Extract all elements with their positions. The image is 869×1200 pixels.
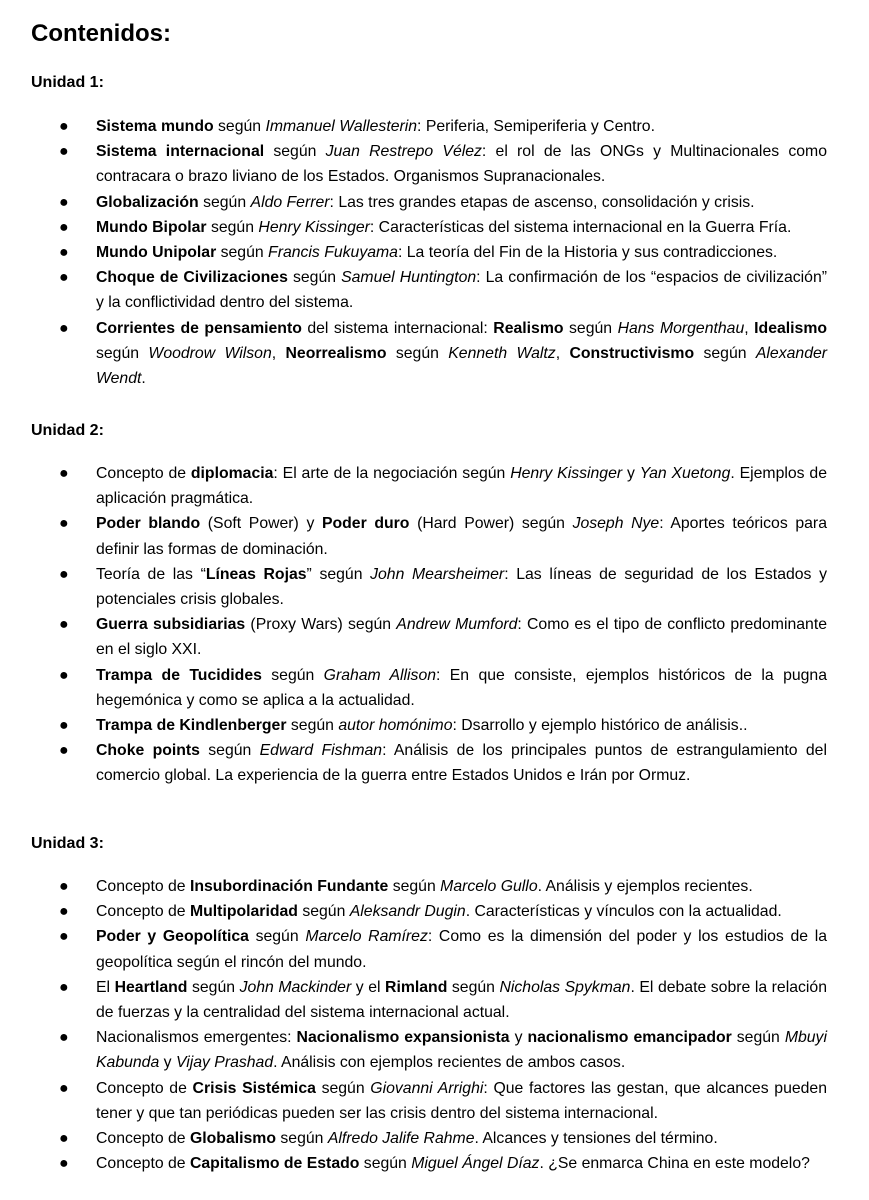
item-text: : El arte de la negociación según [273,465,511,482]
term: Crisis Sistémica [192,1079,316,1097]
list-item [0,114,869,139]
item-text: Concepto de [96,465,191,482]
list-item [0,511,869,561]
unit-1-list [0,114,869,391]
item-text: según [96,344,149,362]
author: Graham Allison [323,666,437,684]
author: Woodrow Wilson [148,344,272,362]
item-text: . ¿Se enmarca China en este modelo? [539,1155,810,1173]
item-text: , [744,319,755,337]
item-text: : Análisis de los principales puntos de estrangulamiento del comercio global. La experiencia de la guerra entre Estados Unidos e Irán por Ormuz. [96,742,827,785]
author: autor homónimo [338,717,453,735]
bullet-icon: ● [59,143,69,161]
bullet-icon: ● [59,742,69,760]
term: Realismo [493,319,564,337]
author: Vijay Prashad [175,1054,274,1072]
list-item [0,215,869,240]
item-text: El [96,978,115,996]
term: Choke points [96,742,200,760]
item-text: según [206,218,259,236]
item-text: según [297,903,350,921]
term: Idealismo [754,319,828,337]
list-item [0,663,869,713]
item-text: Concepto de [96,903,190,921]
author: Giovanni Arrighi [370,1079,484,1097]
item-text: según [386,344,449,362]
item-text: según [287,269,342,287]
bullet-icon: ● [59,118,69,135]
term: Sistema internacional [96,143,265,161]
item-text: según [286,717,339,735]
term: nacionalismo emancipador [527,1029,732,1047]
unit-2-list [0,461,869,789]
item-text: (Soft Power) y [200,515,322,533]
author: Andrew Mumford [396,616,518,634]
author: Marcelo Gullo [440,878,538,895]
item-text: según [359,1155,412,1173]
item-text: . Alcances y tensiones del término. [474,1130,718,1148]
term: Multipolaridad [189,903,298,921]
term: Sistema mundo [96,118,214,135]
author: Alfredo Jalife Rahme [327,1130,475,1148]
bullet-icon: ● [59,319,69,337]
page-title: Contenidos: [31,20,171,47]
item-text: : En que consiste, ejemplos históricos de la pugna hegemónica y como se aplica a la actualidad. [96,666,828,709]
item-text: . El debate sobre la relación de fuerzas y la centralidad del sistema internacional actual. [96,978,827,1022]
item-text: Concepto de [96,878,190,895]
list-item [0,139,869,189]
item-text: : Características del sistema internacional en la Guerra Fría. [369,218,792,236]
term: Insubordinación Fundante [189,878,389,895]
bullet-icon: ● [59,515,69,533]
list-item [0,562,869,612]
term: Poder y Geopolítica [96,928,249,946]
item-text: : el rol de las ONGs y Multinacionales como contracara o brazo liviano de los Estados. Organismos Supranacionales. [96,143,827,186]
item-text: Nacionalismos emergentes: [96,1029,297,1047]
bullet-icon: ● [59,1130,69,1148]
list-item [0,1025,869,1075]
item-text: según [315,1079,371,1097]
author: John Mearsheimer [370,565,505,583]
item-text: : Las líneas de seguridad de los Estados y potenciales crisis globales. [96,565,827,609]
term: Trampa de Kindlenberger [96,717,287,735]
unit-3-heading: Unidad 3: [31,835,104,852]
bullet-icon: ● [59,928,69,946]
author: Yan Xuetong [639,465,731,482]
list-item [0,1126,869,1151]
item-text: : La confirmación de los “espacios de civilización” y la conflictividad dentro del sistema. [96,269,828,312]
author: Aldo Ferrer [250,193,330,211]
item-text: Concepto de [96,1079,193,1097]
item-text: según [213,118,266,135]
item-text: según [563,319,618,337]
item-text: según [731,1029,785,1047]
list-item [0,190,869,215]
list-item [0,240,869,265]
list-item [0,316,869,392]
item-text: : Como es el tipo de conflicto predominante en el siglo XXI. [96,616,828,659]
item-text: según [388,878,441,895]
unit-3-list [0,874,869,1176]
item-text: . Características y vínculos con la actualidad. [465,903,782,921]
item-text: según [216,244,269,262]
item-text: según [198,193,251,211]
bullet-icon: ● [59,565,69,583]
list-item [0,713,869,738]
item-text: : Dsarrollo y ejemplo histórico de análisis.. [452,717,748,735]
item-text: Teoría de las “ [96,565,206,583]
item-text: según [276,1130,328,1148]
author: John Mackinder [239,978,352,996]
term: Trampa de Tucidides [96,666,262,684]
author: Samuel Huntington [341,269,477,287]
author: Edward Fishman [259,742,383,760]
list-item [0,461,869,511]
list-item [0,1076,869,1126]
author: Francis Fukuyama [268,244,398,262]
bullet-icon: ● [59,978,69,996]
item-text: según [248,928,306,946]
bullet-icon: ● [59,465,69,482]
term: Globalización [96,193,199,211]
item-text: según [261,666,324,684]
item-text: : Como es la dimensión del poder y los estudios de la geopolítica según el rincón del mundo. [96,928,827,971]
term: Heartland [114,978,188,996]
bullet-icon: ● [59,218,69,236]
term: Choque de Civilizaciones [96,269,288,287]
item-text: ” según [306,565,371,583]
term: Líneas Rojas [205,565,307,583]
bullet-icon: ● [59,878,69,895]
author: Immanuel Wallesterin [265,118,418,135]
term: Constructivismo [569,344,695,362]
term: Nacionalismo expansionista [296,1029,510,1047]
list-item [0,265,869,315]
bullet-icon: ● [59,666,69,684]
bullet-icon: ● [59,1155,69,1173]
author: Hans Morgenthau [617,319,745,337]
author: Alexander Wendt [96,344,828,388]
term: Rimland [385,978,448,996]
author: Joseph Nye [572,515,660,533]
item-text: según [264,143,326,161]
item-text: y [509,1029,528,1047]
item-text: y [159,1054,176,1072]
author: Kenneth Waltz [448,344,556,362]
author: Mbuyi Kabunda [96,1029,827,1072]
item-text: : La teoría del Fin de la Historia y sus contradicciones. [397,244,778,262]
term: diplomacia [190,465,274,482]
item-text: Concepto de [96,1130,190,1148]
bullet-icon: ● [59,193,69,211]
unit-2-heading: Unidad 2: [31,422,104,439]
term: Poder blando [96,515,201,533]
author: Juan Restrepo Vélez [325,143,482,161]
item-text: , [271,344,286,362]
bullet-icon: ● [59,903,69,921]
term: Neorrealismo [285,344,387,362]
bullet-icon: ● [59,717,69,735]
bullet-icon: ● [59,1029,69,1047]
term: Mundo Unipolar [96,244,217,262]
item-text: (Hard Power) según [409,515,573,533]
item-text: según [187,978,240,996]
author: Henry Kissinger [258,218,370,236]
list-item [0,899,869,924]
bullet-icon: ● [59,269,69,287]
author: Henry Kissinger [510,465,623,482]
list-item [0,874,869,899]
list-item [0,924,869,974]
item-text: : Periferia, Semiperiferia y Centro. [417,118,655,135]
author: Marcelo Ramírez [305,928,428,946]
item-text: : Aportes teóricos para definir las formas de dominación. [96,515,827,558]
term: Poder duro [321,515,410,533]
item-text: . [141,370,146,388]
item-text: (Proxy Wars) según [245,616,397,634]
term: Corrientes de pensamiento [96,319,302,337]
item-text: : Que factores las gestan, que alcances pueden tener y que tan periódicas pueden ser las crisis dentro del sistema internacional. [96,1079,827,1122]
item-text: . Análisis y ejemplos recientes. [537,878,753,895]
item-text: . Análisis con ejemplos recientes de ambos casos. [273,1054,626,1072]
item-text: : Las tres grandes etapas de ascenso, consolidación y crisis. [329,193,755,211]
bullet-icon: ● [59,616,69,634]
author: Nicholas Spykman [499,978,631,996]
author: Aleksandr Dugin [349,903,466,921]
item-text: y el [351,978,386,996]
list-item [0,738,869,788]
list-item [0,975,869,1025]
item-text: según [694,344,756,362]
author: Miguel Ángel Díaz [411,1155,540,1173]
item-text: Concepto de [96,1155,190,1173]
term: Globalismo [189,1130,277,1148]
item-text: según [199,742,260,760]
term: Guerra subsidiarias [96,616,246,634]
list-item [0,612,869,662]
term: Capitalismo de Estado [189,1155,360,1173]
item-text: del sistema internacional: [301,319,494,337]
item-text: según [447,978,500,996]
item-text: . Ejemplos de aplicación pragmática. [96,465,827,508]
term: Mundo Bipolar [96,218,207,236]
item-text: , [555,344,570,362]
unit-1-heading: Unidad 1: [31,74,104,91]
bullet-icon: ● [59,244,69,262]
list-item [0,1151,869,1176]
item-text: y [622,465,640,482]
bullet-icon: ● [59,1079,69,1097]
